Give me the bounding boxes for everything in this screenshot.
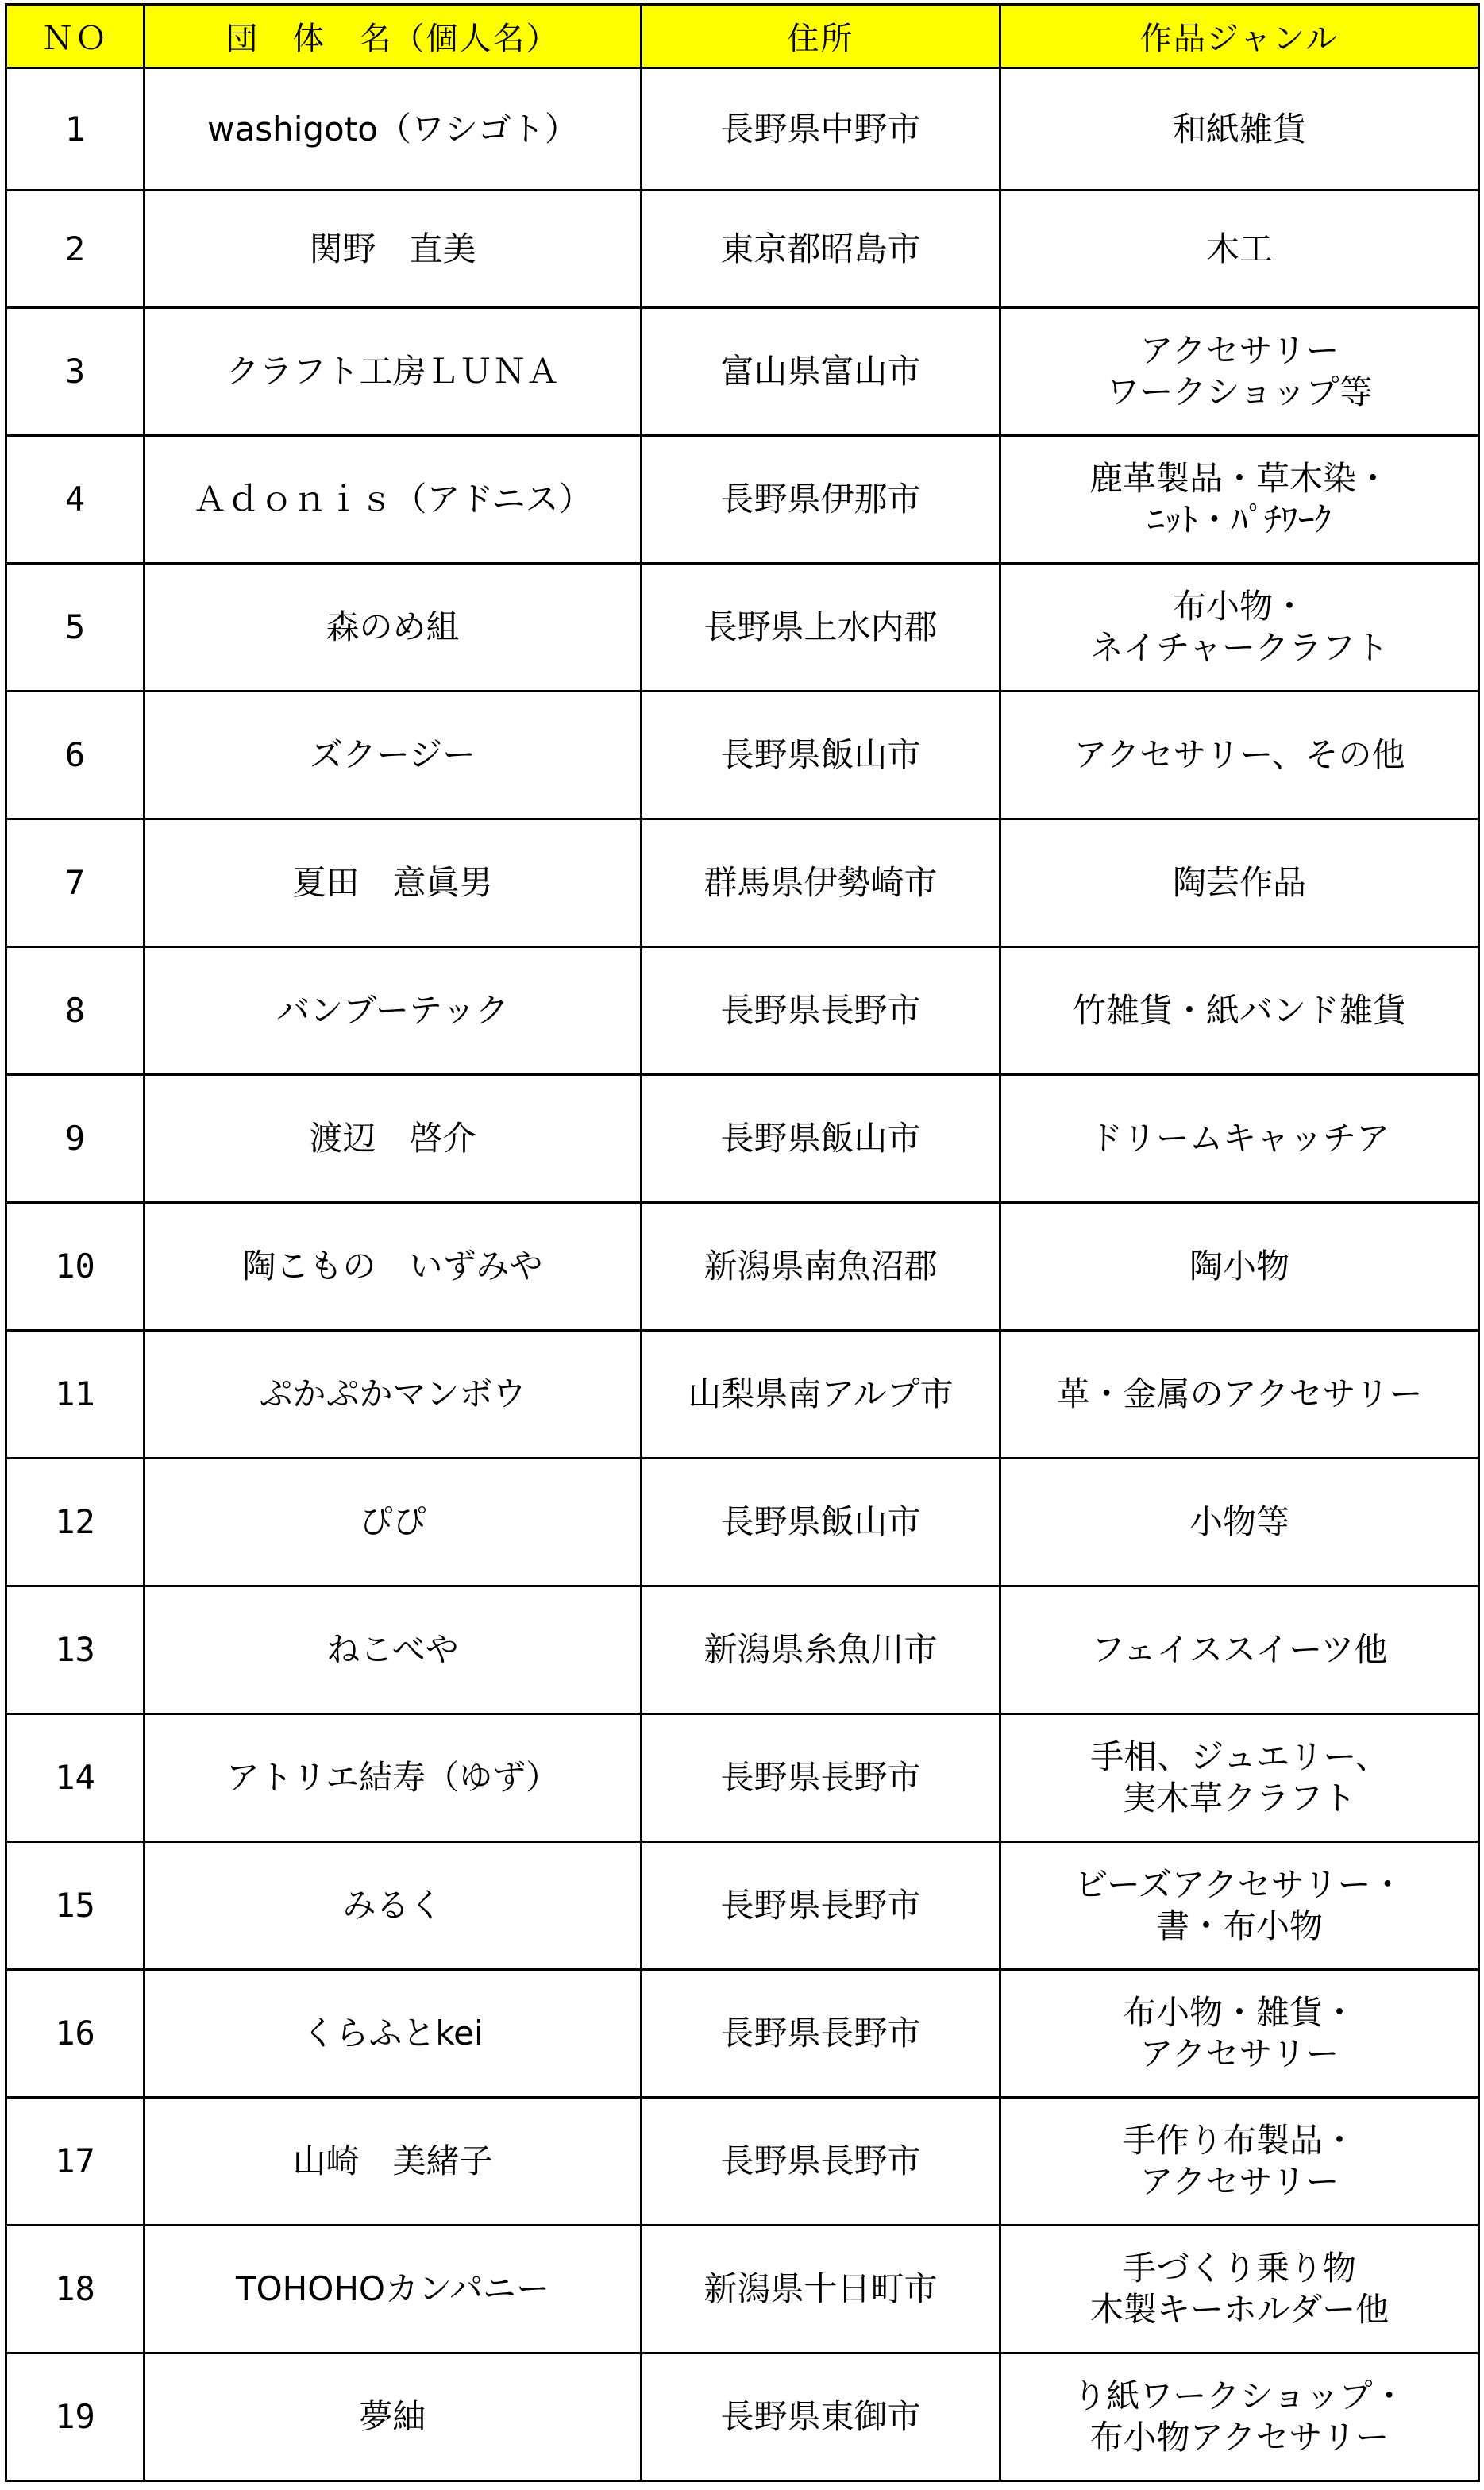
cell-genre — [1000, 819, 1479, 947]
cell-genre — [1000, 692, 1479, 819]
table-row — [6, 1203, 1479, 1331]
exhibitor-name: 渡辺 啓介 — [309, 1119, 476, 1158]
genre-line: り紙ワークショップ・ — [1073, 2376, 1406, 2415]
genre-line: 手相、ジュエリー、 — [1090, 1737, 1389, 1776]
cell-genre — [1000, 2226, 1479, 2353]
cell-genre — [1000, 1331, 1479, 1459]
header-name: 団 体 名（個人名） — [145, 5, 642, 68]
exhibitor-address: 長野県飯山市 — [720, 1502, 921, 1541]
exhibitor-name: Ａｄｏｎｉｓ（アドニス） — [193, 480, 592, 518]
cell-name — [145, 2353, 642, 2481]
exhibitor-address: 群馬県伊勢崎市 — [703, 863, 938, 902]
exhibitor-name: 陶こもの いずみや — [242, 1247, 543, 1285]
cell-address — [642, 2098, 1000, 2226]
exhibitor-address: 長野県飯山市 — [720, 1119, 921, 1158]
genre-line: 布小物アクセサリー — [1089, 2418, 1390, 2457]
table-row — [6, 2098, 1479, 2226]
cell-name — [145, 1586, 642, 1714]
table-row — [6, 1586, 1479, 1714]
genre-line: アクセサリー — [1139, 331, 1339, 370]
cell-name — [145, 1970, 642, 2098]
cell-no: 12 — [6, 1459, 145, 1586]
cell-genre — [1000, 2353, 1479, 2481]
genre-line: 木製キーホルダー他 — [1089, 2290, 1390, 2329]
cell-address — [642, 2353, 1000, 2481]
genre-line: アクセサリー、その他 — [1073, 735, 1405, 774]
exhibitor-name: 関野 直美 — [309, 229, 476, 268]
table-row — [6, 2353, 1479, 2481]
cell-address — [642, 191, 1000, 308]
cell-address — [642, 68, 1000, 191]
genre-line: 書・布小物 — [1155, 1906, 1323, 1945]
cell-address — [642, 819, 1000, 947]
exhibitor-name: washigoto（ワシゴト） — [207, 109, 578, 148]
genre-line: 布小物・雑貨・ — [1122, 1993, 1356, 2032]
exhibitor-name: バンブーテック — [276, 991, 509, 1030]
cell-address — [642, 564, 1000, 692]
cell-name — [145, 692, 642, 819]
exhibitor-name: ぷかぷかマンボウ — [259, 1374, 526, 1413]
cell-genre — [1000, 436, 1479, 564]
exhibitor-name: 夏田 意眞男 — [292, 863, 493, 902]
genre-line: ドリームキャッチア — [1089, 1119, 1390, 1158]
cell-genre — [1000, 2098, 1479, 2226]
cell-no: 15 — [6, 1842, 145, 1970]
exhibitor-name: みるく — [342, 1886, 443, 1925]
cell-no: 6 — [6, 692, 145, 819]
cell-no: 4 — [6, 436, 145, 564]
cell-genre — [1000, 68, 1479, 191]
table-header — [6, 5, 1479, 68]
table-row — [6, 191, 1479, 308]
genre-line: 鹿革製品・草木染・ — [1089, 459, 1390, 498]
table-body — [6, 68, 1479, 2481]
header-row — [6, 5, 1479, 68]
cell-address — [642, 1459, 1000, 1586]
cell-address — [642, 1203, 1000, 1331]
genre-line: 竹雑貨・紙バンド雑貨 — [1072, 991, 1406, 1030]
table-row — [6, 308, 1479, 436]
exhibitor-address: 長野県長野市 — [720, 2014, 921, 2053]
cell-name — [145, 947, 642, 1075]
genre-line: 実木草クラフト — [1122, 1779, 1356, 1817]
genre-line: ビーズアクセサリー・ — [1074, 1865, 1405, 1904]
cell-name — [145, 1842, 642, 1970]
cell-no: 11 — [6, 1331, 145, 1459]
cell-no: 18 — [6, 2226, 145, 2353]
cell-no: 10 — [6, 1203, 145, 1331]
cell-address — [642, 1586, 1000, 1714]
exhibitor-name: 森のめ組 — [326, 607, 460, 646]
exhibitor-address: 長野県長野市 — [720, 1886, 921, 1925]
table-row — [6, 1842, 1479, 1970]
cell-address — [642, 1714, 1000, 1842]
exhibitor-address: 長野県長野市 — [720, 991, 921, 1030]
header-address: 住所 — [642, 5, 1000, 68]
cell-address — [642, 1842, 1000, 1970]
cell-name — [145, 2098, 642, 2226]
cell-name — [145, 2226, 642, 2353]
exhibitor-name: クラフト工房ＬＵＮＡ — [225, 352, 560, 391]
table-row — [6, 68, 1479, 191]
genre-line: 小物等 — [1189, 1502, 1289, 1541]
genre-line: ワークショップ等 — [1106, 372, 1373, 411]
cell-name — [145, 436, 642, 564]
table-row — [6, 564, 1479, 692]
table-row — [6, 2226, 1479, 2353]
exhibitor-name: アトリエ結寿（ゆず） — [225, 1758, 560, 1797]
table-row — [6, 1075, 1479, 1203]
cell-address — [642, 1075, 1000, 1203]
cell-genre — [1000, 191, 1479, 308]
cell-genre — [1000, 1459, 1479, 1586]
cell-no: 7 — [6, 819, 145, 947]
cell-name — [145, 1075, 642, 1203]
genre-line: 陶芸作品 — [1172, 863, 1306, 902]
exhibitor-address: 長野県飯山市 — [720, 735, 921, 774]
exhibitor-address: 長野県上水内郡 — [703, 607, 938, 646]
table-row — [6, 819, 1479, 947]
exhibitor-address: 新潟県南魚沼郡 — [703, 1247, 938, 1285]
table-row — [6, 1714, 1479, 1842]
exhibitor-address: 長野県東御市 — [720, 2397, 921, 2436]
genre-line: フェイススイーツ他 — [1091, 1630, 1388, 1669]
cell-genre — [1000, 947, 1479, 1075]
exhibitor-name: TOHOHOカンパニー — [235, 2269, 550, 2308]
genre-line: 和紙雑貨 — [1172, 109, 1306, 148]
exhibitor-name: ズクージー — [309, 735, 476, 774]
cell-no: 5 — [6, 564, 145, 692]
cell-name — [145, 819, 642, 947]
cell-genre — [1000, 308, 1479, 436]
exhibitor-address: 長野県長野市 — [720, 1758, 921, 1797]
exhibitor-name: 山崎 美緒子 — [292, 2141, 493, 2180]
cell-no: 19 — [6, 2353, 145, 2481]
genre-line: 陶小物 — [1189, 1247, 1289, 1285]
cell-genre — [1000, 1203, 1479, 1331]
table-row — [6, 1331, 1479, 1459]
header-no: ＮＯ — [6, 5, 145, 68]
cell-genre — [1000, 1970, 1479, 2098]
exhibitor-address: 富山県富山市 — [720, 352, 921, 391]
cell-name — [145, 1203, 642, 1331]
cell-no: 3 — [6, 308, 145, 436]
cell-name — [145, 564, 642, 692]
exhibitor-address: 長野県伊那市 — [720, 480, 921, 518]
cell-address — [642, 692, 1000, 819]
genre-line: アクセサリー — [1139, 2162, 1339, 2201]
header-genre: 作品ジャンル — [1000, 5, 1479, 68]
exhibitor-table — [5, 3, 1480, 2482]
exhibitor-address: 新潟県十日町市 — [703, 2269, 938, 2308]
cell-no: 1 — [6, 68, 145, 191]
cell-address — [642, 308, 1000, 436]
genre-line: ﾆｯﾄ・ﾊﾟﾁﾜｰｸ — [1147, 500, 1332, 539]
cell-genre — [1000, 564, 1479, 692]
cell-address — [642, 1331, 1000, 1459]
genre-line: 木工 — [1205, 229, 1273, 268]
cell-name — [145, 308, 642, 436]
cell-name — [145, 1459, 642, 1586]
exhibitor-address: 東京都昭島市 — [720, 229, 921, 268]
cell-name — [145, 1331, 642, 1459]
exhibitor-name: くらふとkei — [302, 2014, 484, 2053]
genre-line: 手づくり乗り物 — [1122, 2249, 1356, 2288]
cell-no: 16 — [6, 1970, 145, 2098]
cell-address — [642, 1970, 1000, 2098]
table-row — [6, 947, 1479, 1075]
exhibitor-name: ぴぴ — [359, 1502, 426, 1541]
cell-genre — [1000, 1586, 1479, 1714]
cell-address — [642, 436, 1000, 564]
genre-line: 手作り布製品・ — [1122, 2121, 1356, 2160]
genre-line: ネイチャークラフト — [1090, 628, 1389, 667]
exhibitor-name: ねこべや — [326, 1630, 459, 1669]
genre-line: アクセサリー — [1139, 2034, 1339, 2073]
exhibitor-address: 長野県中野市 — [720, 109, 921, 148]
cell-no: 17 — [6, 2098, 145, 2226]
table-row — [6, 436, 1479, 564]
cell-name — [145, 68, 642, 191]
cell-no: 9 — [6, 1075, 145, 1203]
exhibitor-address: 長野県長野市 — [720, 2141, 921, 2180]
cell-no: 14 — [6, 1714, 145, 1842]
exhibitor-name: 夢紬 — [359, 2397, 426, 2436]
cell-genre — [1000, 1075, 1479, 1203]
exhibitor-address: 新潟県糸魚川市 — [703, 1630, 938, 1669]
genre-line: 布小物・ — [1172, 587, 1306, 626]
exhibitor-address: 山梨県南アルプ市 — [688, 1374, 954, 1413]
cell-address — [642, 947, 1000, 1075]
cell-name — [145, 191, 642, 308]
genre-line: 革・金属のアクセサリー — [1056, 1374, 1423, 1413]
cell-genre — [1000, 1842, 1479, 1970]
table-row — [6, 1459, 1479, 1586]
roster-sheet — [5, 3, 1478, 2485]
cell-address — [642, 2226, 1000, 2353]
cell-no: 13 — [6, 1586, 145, 1714]
table-row — [6, 1970, 1479, 2098]
cell-no: 2 — [6, 191, 145, 308]
cell-no: 8 — [6, 947, 145, 1075]
cell-genre — [1000, 1714, 1479, 1842]
cell-name — [145, 1714, 642, 1842]
table-row — [6, 692, 1479, 819]
